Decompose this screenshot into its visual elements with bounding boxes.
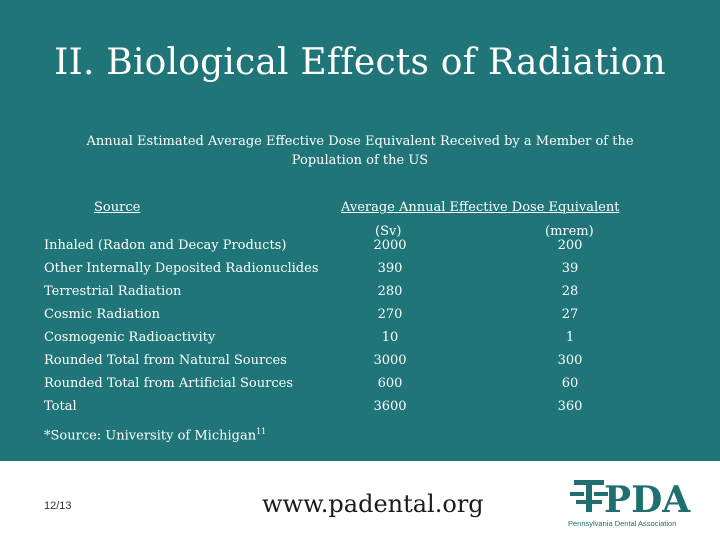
sv-unit-label: (Sv) [375,224,402,239]
source-cell: Cosmic Radiation [44,307,160,322]
source-column-header: Source [94,200,141,215]
source-cell: Rounded Total from Natural Sources [44,353,287,368]
mrem-cell: 39 [561,261,579,276]
source-citation [44,427,266,443]
mrem-cell: 200 [557,238,583,253]
source-cell: Total [44,399,77,414]
tooth-logo-icon [570,480,608,512]
slide-title: II. Biological Effects of Radiation [54,42,666,83]
source-cell: Cosmogenic Radioactivity [44,330,216,345]
table-row [0,376,720,399]
sv-cell: 2000 [373,238,407,253]
table-caption: Annual Estimated Average Effective Dose Equivalent Received by a Member of the Population of the US [86,134,634,168]
table-row [0,353,720,376]
sv-cell: 600 [377,376,403,391]
source-cell: Rounded Total from Artificial Sources [44,376,293,391]
table-row [0,399,720,422]
sv-cell: 390 [377,261,403,276]
sv-cell: 280 [377,284,403,299]
source-cell: Inhaled (Radon and Decay Products) [44,238,287,253]
sv-cell: 10 [381,330,399,345]
source-citation-text: *Source: University of Michigan [44,428,257,444]
source-cell: Other Internally Deposited Radionuclides [44,261,319,276]
mrem-cell: 360 [557,399,583,414]
logo-caption: Pennsylvania Dental Association [568,519,677,528]
dose-table [0,238,720,422]
table-row [0,307,720,330]
footer-url[interactable]: www.padental.org [262,490,484,518]
citation-reference: 11 [256,427,267,436]
table-row [0,238,720,261]
logo-wordmark: PDA [604,479,691,521]
source-cell: Terrestrial Radiation [44,284,182,299]
mrem-cell: 28 [561,284,579,299]
mrem-cell: 300 [557,353,583,368]
sv-cell: 3000 [373,353,407,368]
footer-date: 12/13 [44,500,72,512]
sv-cell: 270 [377,307,403,322]
mrem-cell: 1 [565,330,575,345]
table-row [0,330,720,353]
dose-column-header: Average Annual Effective Dose Equivalent [341,200,620,215]
table-row [0,261,720,284]
mrem-unit-label: (mrem) [545,224,594,239]
mrem-cell: 60 [561,376,579,391]
sv-cell: 3600 [373,399,407,414]
mrem-cell: 27 [561,307,579,322]
table-row [0,284,720,307]
pda-logo [566,474,706,530]
